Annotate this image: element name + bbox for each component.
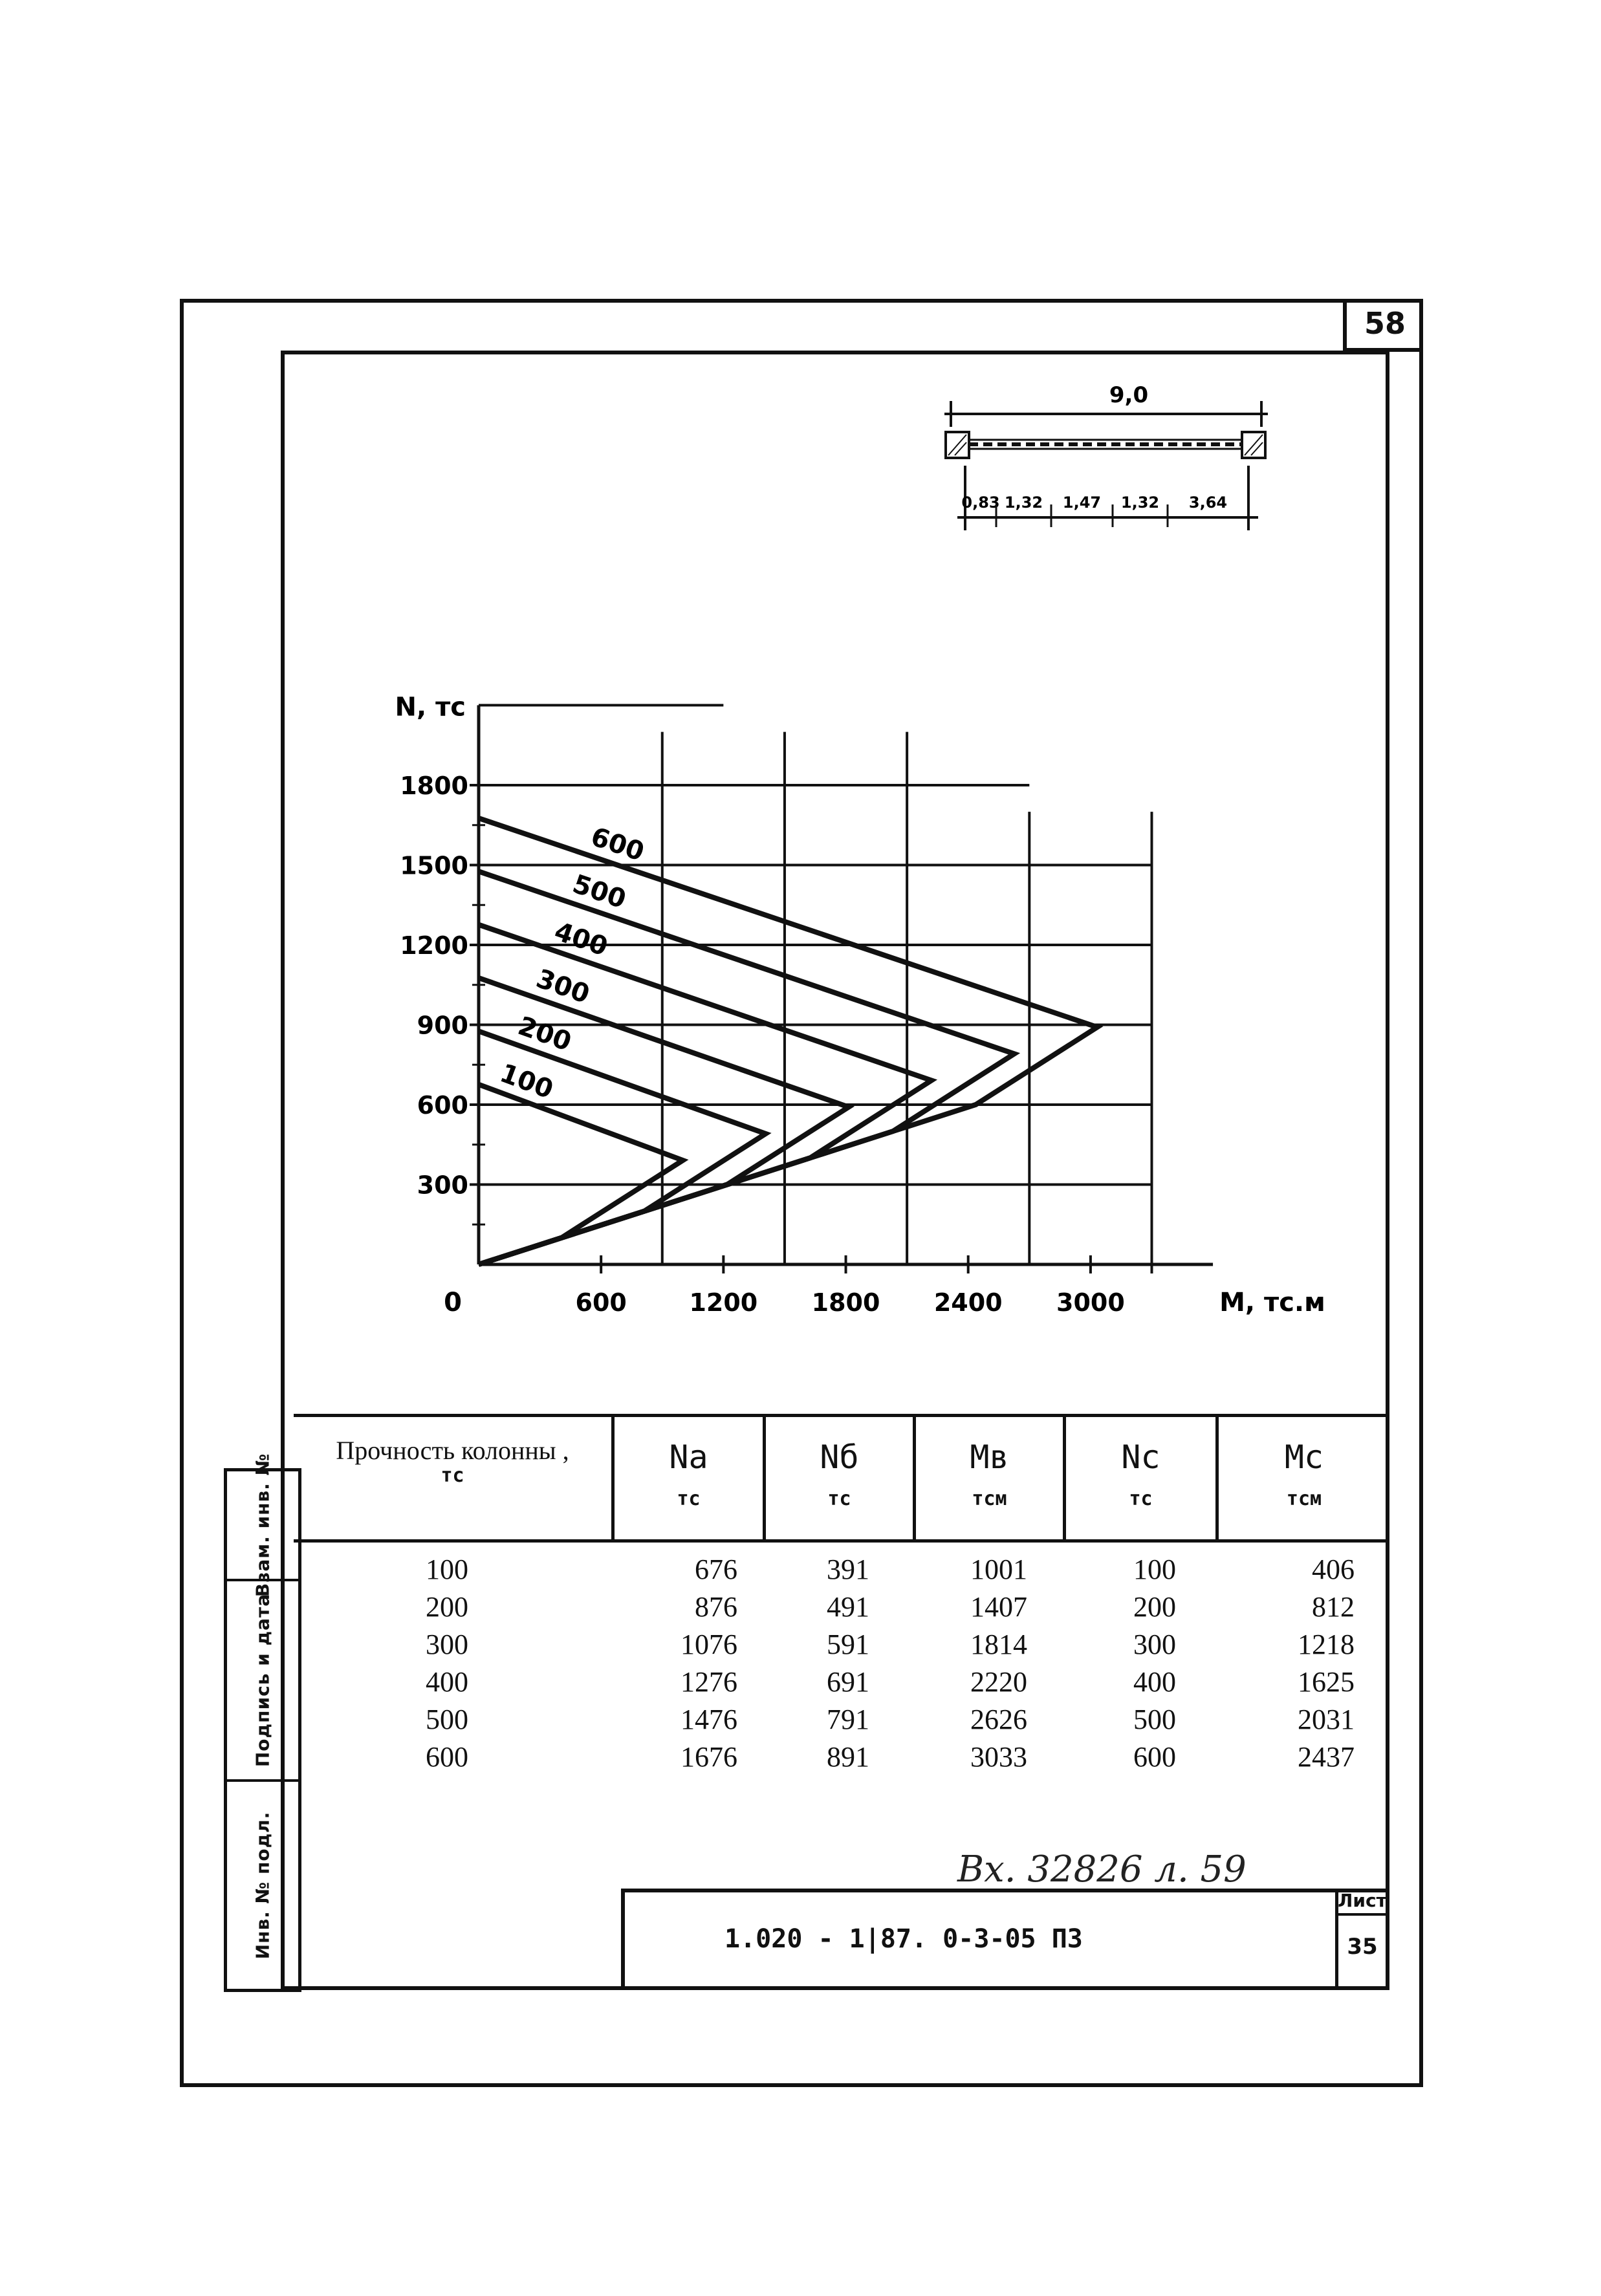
header-mc-unit: тсм — [1286, 1488, 1322, 1510]
header-mv-label: Mв — [970, 1438, 1009, 1476]
table-cell: 1276 — [681, 1666, 737, 1698]
table-cell: 791 — [827, 1704, 869, 1735]
table-row — [294, 1553, 1389, 1590]
table-cell: 1001 — [970, 1554, 1027, 1585]
stamp-cell-signature — [227, 1581, 298, 1782]
sketch-segment-label: 1,32 — [1004, 493, 1043, 512]
table-cell: 600 — [426, 1741, 468, 1773]
stamp-label-replaced-inv: Взам. инв. № — [252, 1453, 274, 1597]
series-label-100: 100 — [496, 1058, 558, 1105]
title-sheet-number: 35 — [1347, 1934, 1378, 1960]
series-label-600: 600 — [587, 821, 648, 867]
table-header-na — [615, 1414, 766, 1540]
table-cell: 200 — [1133, 1591, 1176, 1623]
table-cell: 1625 — [1298, 1666, 1355, 1698]
y-tick-label: 300 — [417, 1171, 468, 1200]
x-tick-label: 1200 — [689, 1288, 758, 1317]
sketch-segment-label: 0,83 — [961, 493, 1000, 512]
table-cell: 891 — [827, 1741, 869, 1773]
stamp-cell-replaced-inv — [227, 1453, 298, 1597]
table-cell: 400 — [1133, 1666, 1176, 1698]
series-label-200: 200 — [514, 1011, 576, 1057]
header-na-label: Na — [669, 1438, 708, 1476]
table-header-strength — [294, 1414, 615, 1540]
table-cell: 500 — [1133, 1704, 1176, 1735]
table-cell: 2031 — [1298, 1704, 1355, 1735]
table-cell: 1218 — [1298, 1629, 1355, 1660]
table-cell: 1476 — [681, 1704, 737, 1735]
table-cell: 100 — [426, 1554, 468, 1585]
table-cell: 812 — [1312, 1591, 1355, 1623]
header-mc-label: Mс — [1284, 1438, 1324, 1476]
table-cell: 2220 — [970, 1666, 1027, 1698]
series-label-300: 300 — [532, 964, 594, 1010]
y-tick-label: 1200 — [400, 931, 468, 960]
table-cell: 406 — [1312, 1554, 1355, 1585]
left-stamp — [224, 1453, 301, 1992]
table-header-rule — [294, 1539, 1389, 1543]
table-cell: 1814 — [970, 1629, 1027, 1660]
header-strength-unit: тс — [441, 1464, 464, 1487]
x-tick-label: 1800 — [811, 1288, 880, 1317]
document-code: 1.020 - 1|87. 0-3-05 ПЗ — [724, 1924, 1083, 1954]
sheet-label: Лист — [1335, 1890, 1389, 1916]
x-axis-label: M, тс.м — [1219, 1288, 1325, 1317]
table-cell: 300 — [1133, 1629, 1176, 1660]
sketch-segment-label: 1,32 — [1120, 493, 1160, 512]
stamp-cell-inv-no — [227, 1782, 298, 1989]
table-cell: 491 — [827, 1591, 869, 1623]
table-row — [294, 1703, 1389, 1740]
table-header-mv — [916, 1414, 1066, 1540]
table-cell: 400 — [426, 1666, 468, 1698]
table-cell: 2437 — [1298, 1741, 1355, 1773]
stamp-label-inv-no: Инв. № подл. — [252, 1811, 274, 1960]
stamp-label-signature: Подпись и дата — [252, 1593, 274, 1768]
origin-label: 0 — [444, 1288, 462, 1317]
table-row — [294, 1665, 1389, 1703]
table-cell: 3033 — [970, 1741, 1027, 1773]
y-tick-label: 900 — [417, 1011, 468, 1040]
header-nb-label: Nб — [820, 1438, 859, 1476]
table-cell: 2626 — [970, 1704, 1027, 1735]
series-label-500: 500 — [569, 869, 630, 915]
sketch-segment-label: 3,64 — [1188, 493, 1228, 512]
table-cell: 300 — [426, 1629, 468, 1660]
table-cell: 676 — [695, 1554, 737, 1585]
table-cell: 1076 — [681, 1629, 737, 1660]
data-table — [294, 1414, 1389, 1773]
sheet-number: 58 — [1343, 299, 1423, 352]
series-line-100 — [479, 1085, 683, 1264]
series-label-400: 400 — [550, 916, 612, 962]
x-tick-label: 3000 — [1056, 1288, 1125, 1317]
table-cell: 200 — [426, 1591, 468, 1623]
table-row — [294, 1628, 1389, 1665]
x-tick-label: 2400 — [933, 1288, 1003, 1317]
y-axis-label: N, тс — [395, 692, 466, 722]
header-nc-unit: тс — [1129, 1488, 1153, 1510]
y-tick-label: 1800 — [400, 771, 468, 800]
table-row — [294, 1740, 1389, 1778]
table-cell: 100 — [1133, 1554, 1176, 1585]
header-na-unit: тс — [677, 1488, 701, 1510]
header-nb-unit: тс — [827, 1488, 851, 1510]
table-cell: 500 — [426, 1704, 468, 1735]
section-sketch — [944, 382, 1268, 530]
y-tick-label: 600 — [417, 1090, 468, 1120]
table-cell: 391 — [827, 1554, 869, 1585]
header-nc-label: Nс — [1121, 1438, 1160, 1476]
header-mv-unit: тсм — [972, 1488, 1007, 1510]
table-cell: 876 — [695, 1591, 737, 1623]
y-tick-label: 1500 — [400, 851, 468, 880]
table-cell: 1676 — [681, 1741, 737, 1773]
table-cell: 1407 — [970, 1591, 1027, 1623]
series-line-600 — [479, 818, 1097, 1264]
table-cell: 691 — [827, 1666, 869, 1698]
table-cell: 600 — [1133, 1741, 1176, 1773]
chart-series — [479, 818, 1097, 1264]
table-header-nb — [766, 1414, 916, 1540]
table-row — [294, 1590, 1389, 1628]
sketch-segment-label: 1,47 — [1062, 493, 1102, 512]
table-cell: 591 — [827, 1629, 869, 1660]
sketch-total-length: 9,0 — [1109, 382, 1149, 408]
handwritten-note: Вх. 32826 л. 59 — [957, 1848, 1247, 1890]
table-header-mc — [1219, 1414, 1389, 1540]
x-tick-label: 600 — [575, 1288, 627, 1317]
table-header-nc — [1066, 1414, 1219, 1540]
header-strength-label: Прочность колонны , — [336, 1436, 569, 1465]
